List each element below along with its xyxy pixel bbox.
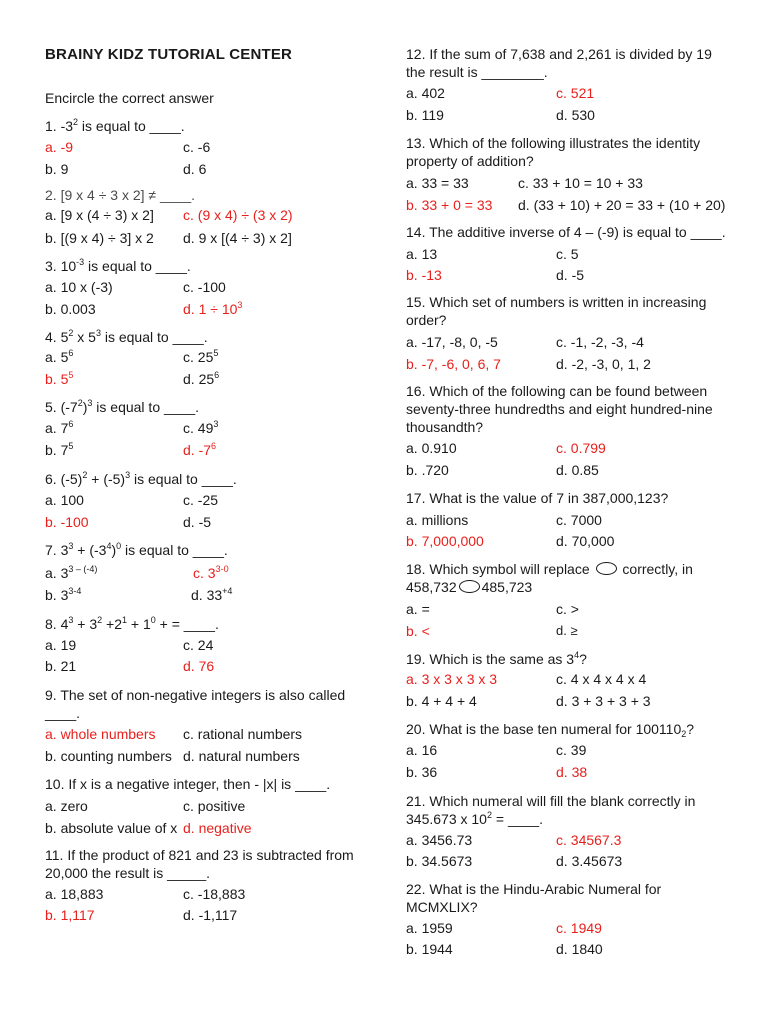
q10-option-c: c. positive <box>183 798 246 814</box>
q1-option-c: c. -6 <box>183 139 211 155</box>
question-21: 21. Which numeral will fill the blank correctly in <box>406 793 696 809</box>
q11-option-b: b. 1,117 <box>45 907 95 923</box>
q8-option-b: b. 21 <box>45 658 77 674</box>
q6-option-d: d. -5 <box>183 514 212 530</box>
q4-option-c: c. $25^5$ <box>183 348 219 365</box>
q16-option-c: c. 0.799 <box>556 440 606 456</box>
q19-option-d: d. 3 + 3 + 3 + 3 <box>556 693 651 709</box>
q12-option-d: d. 530 <box>556 107 595 123</box>
q17-option-d: d. 70,000 <box>556 533 615 549</box>
question-19: 19. Which is the same as $3^4$? <box>406 650 587 667</box>
q14-option-b: b. -13 <box>406 267 442 283</box>
question-6: 6. $(-5)^2 + (-5)^3$ is equal to ____. <box>45 470 237 487</box>
q1-option-a: a. -9 <box>45 139 74 155</box>
question-4: 4. $5^2$ x $5^3$ is equal to ____. <box>45 328 208 345</box>
oval-blank-icon <box>596 562 617 575</box>
q8-option-c: c. 24 <box>183 637 214 653</box>
q7-option-d: d. $33^{+4}$ <box>191 586 233 603</box>
question-13: 13. Which of the following illustrates the identity <box>406 135 701 151</box>
q5-option-b: b. $7^5$ <box>45 441 74 458</box>
q13-option-c: c. 33 + 10 = 10 + 33 <box>518 175 643 191</box>
question-15: 15. Which set of numbers is written in increasing <box>406 294 707 310</box>
q20-option-a: a. 16 <box>406 742 438 758</box>
q3-option-b: b. 0.003 <box>45 301 96 317</box>
question-21-line-2: 345.673 x $10^2$ = ____. <box>406 810 543 827</box>
q13-option-d: d. (33 + 10) + 20 = 33 + (10 + 20) <box>518 197 726 213</box>
q18-option-a: a. = <box>406 601 430 617</box>
q4-option-d: d. $25^6$ <box>183 370 220 387</box>
q22-option-d: d. 1840 <box>556 941 603 957</box>
question-22-line-2: MCMXLIX? <box>406 899 478 915</box>
q22-option-c: c. 1949 <box>556 920 602 936</box>
q8-option-a: a. 19 <box>45 637 77 653</box>
question-17: 17. What is the value of 7 in 387,000,123? <box>406 490 669 506</box>
question-13-line-2: property of addition? <box>406 153 534 169</box>
q22-option-b: b. 1944 <box>406 941 453 957</box>
question-12: 12. If the sum of 7,638 and 2,261 is divided by 19 <box>406 46 712 62</box>
q10-option-b: b. absolute value of x <box>45 820 178 836</box>
q5-option-a: a. $7^6$ <box>45 419 74 436</box>
q13-option-a: a. 33 = 33 <box>406 175 469 191</box>
question-20: 20. What is the base ten numeral for $100110_2$? <box>406 721 695 739</box>
question-9: 9. The set of non-negative integers is also called <box>45 687 346 703</box>
q2-option-b: b. [(9 x 4) ÷ 3] x 2 <box>45 230 154 246</box>
question-22: 22. What is the Hindu-Arabic Numeral for <box>406 881 662 897</box>
q21-option-a: a. 3456.73 <box>406 832 473 848</box>
q20-option-c: c. 39 <box>556 742 587 758</box>
question-7: 7. $3^3 + (-3^4)^0$ is equal to ____. <box>45 541 228 558</box>
q10-option-a: a. zero <box>45 798 88 814</box>
q9-option-a: a. whole numbers <box>45 726 156 742</box>
q2-option-c: c. (9 x 4) ÷ (3 x 2) <box>183 207 293 223</box>
q5-option-d: d. $-7^6$ <box>183 441 217 458</box>
q14-option-a: a. 13 <box>406 246 438 262</box>
q11-option-a: a. 18,883 <box>45 886 104 902</box>
q12-option-b: b. 119 <box>406 107 444 123</box>
q16-option-a: a. 0.910 <box>406 440 457 456</box>
q20-option-d: d. 38 <box>556 764 588 780</box>
question-9-line-2: ____. <box>45 705 81 721</box>
question-8: 8. $4^3 + 3^2 +2^1 + 1^0$ + = ____. <box>45 615 219 632</box>
question-16-line-3: thousandth? <box>406 419 484 435</box>
q7-option-b: b. 3$^{3-4}$ <box>45 586 82 603</box>
q11-option-d: d. -1,117 <box>183 907 238 923</box>
q17-option-a: a. millions <box>406 512 469 528</box>
q16-option-d: d. 0.85 <box>556 462 599 478</box>
instruction-text: Encircle the correct answer <box>45 90 214 106</box>
page-title: BRAINY KIDZ TUTORIAL CENTER <box>45 46 293 63</box>
q18-option-d: d. ≥ <box>556 623 578 638</box>
q9-option-c: c. rational numbers <box>183 726 303 742</box>
question-16: 16. Which of the following can be found between <box>406 383 708 399</box>
q12-option-c: c. 521 <box>556 85 595 101</box>
q19-option-b: b. 4 + 4 + 4 <box>406 693 477 709</box>
q15-option-a: a. -17, -8, 0, -5 <box>406 334 498 350</box>
q6-option-a: a. 100 <box>45 492 84 508</box>
q3-option-a: a. 10 x (-3) <box>45 279 113 295</box>
q1-option-b: b. 9 <box>45 161 69 177</box>
q13-option-b: b. 33 + 0 = 33 <box>406 197 493 213</box>
q14-option-c: c. 5 <box>556 246 579 262</box>
q22-option-a: a. 1959 <box>406 920 453 936</box>
q21-option-b: b. 34.5673 <box>406 853 473 869</box>
question-10: 10. If x is a negative integer, then - |x| is ____. <box>45 776 331 792</box>
q19-option-a: a. 3 x 3 x 3 x 3 <box>406 671 498 687</box>
q16-option-b: b. .720 <box>406 462 449 478</box>
q7-option-c: c. 3$^{3-0}$ <box>193 564 229 581</box>
q15-option-c: c. -1, -2, -3, -4 <box>556 334 644 350</box>
q10-option-d: d. negative <box>183 820 252 836</box>
q21-option-c: c. 34567.3 <box>556 832 622 848</box>
q11-option-c: c. -18,883 <box>183 886 246 902</box>
q14-option-d: d. -5 <box>556 267 585 283</box>
question-2: 2. [9 x 4 ÷ 3 x 2] ≠ ____. <box>45 187 196 203</box>
q3-option-c: c. -100 <box>183 279 226 295</box>
q2-option-d: d. 9 x [(4 ÷ 3) x 2] <box>183 230 292 246</box>
question-5: 5. $(-7^2)^3$ is equal to ____. <box>45 398 200 415</box>
q3-option-d: d. $1 \div 10^3$ <box>183 300 243 317</box>
question-12-line-2: the result is ________. <box>406 64 548 80</box>
q18-option-b: b. < <box>406 623 430 639</box>
q4-option-b: b. $5^5$ <box>45 370 74 387</box>
question-18: 18. Which symbol will replace correctly, in <box>406 561 693 577</box>
q6-option-b: b. -100 <box>45 514 89 530</box>
question-3: 3. $10^{-3}$ is equal to ____. <box>45 257 191 274</box>
q15-option-d: d. -2, -3, 0, 1, 2 <box>556 356 651 372</box>
question-1: 1. $-3^2$ is equal to ____. <box>45 117 185 134</box>
q7-option-a: a. $3^{3 - (-4)}$ <box>45 564 98 581</box>
q17-option-b: b. 7,000,000 <box>406 533 484 549</box>
q1-option-d: d. 6 <box>183 161 207 177</box>
q9-option-d: d. natural numbers <box>183 748 300 764</box>
question-14: 14. The additive inverse of 4 – (-9) is equal to ____. <box>406 224 726 240</box>
question-11: 11. If the product of 821 and 23 is subtracted from <box>45 847 354 863</box>
q6-option-c: c. -25 <box>183 492 219 508</box>
q21-option-d: d. 3.45673 <box>556 853 623 869</box>
q19-option-c: c. 4 x 4 x 4 x 4 <box>556 671 647 687</box>
question-16-line-2: seventy-three hundredths and eight hundred-nine <box>406 401 713 417</box>
q9-option-b: b. counting numbers <box>45 748 172 764</box>
q5-option-c: c. $49^3$ <box>183 419 219 436</box>
oval-blank-icon <box>459 580 480 593</box>
q4-option-a: a. $5^6$ <box>45 348 74 365</box>
question-11-line-2: 20,000 the result is _____. <box>45 865 211 881</box>
q8-option-d: d. 76 <box>183 658 215 674</box>
question-15-line-2: order? <box>406 312 447 328</box>
q12-option-a: a. 402 <box>406 85 445 101</box>
q17-option-c: c. 7000 <box>556 512 602 528</box>
q20-option-b: b. 36 <box>406 764 438 780</box>
q15-option-b: b. -7, -6, 0, 6, 7 <box>406 356 501 372</box>
q18-option-c: c. > <box>556 601 579 617</box>
q2-option-a: a. [9 x (4 ÷ 3) x 2] <box>45 207 154 223</box>
question-18-line-2: 458,732 485,723 <box>406 579 533 595</box>
